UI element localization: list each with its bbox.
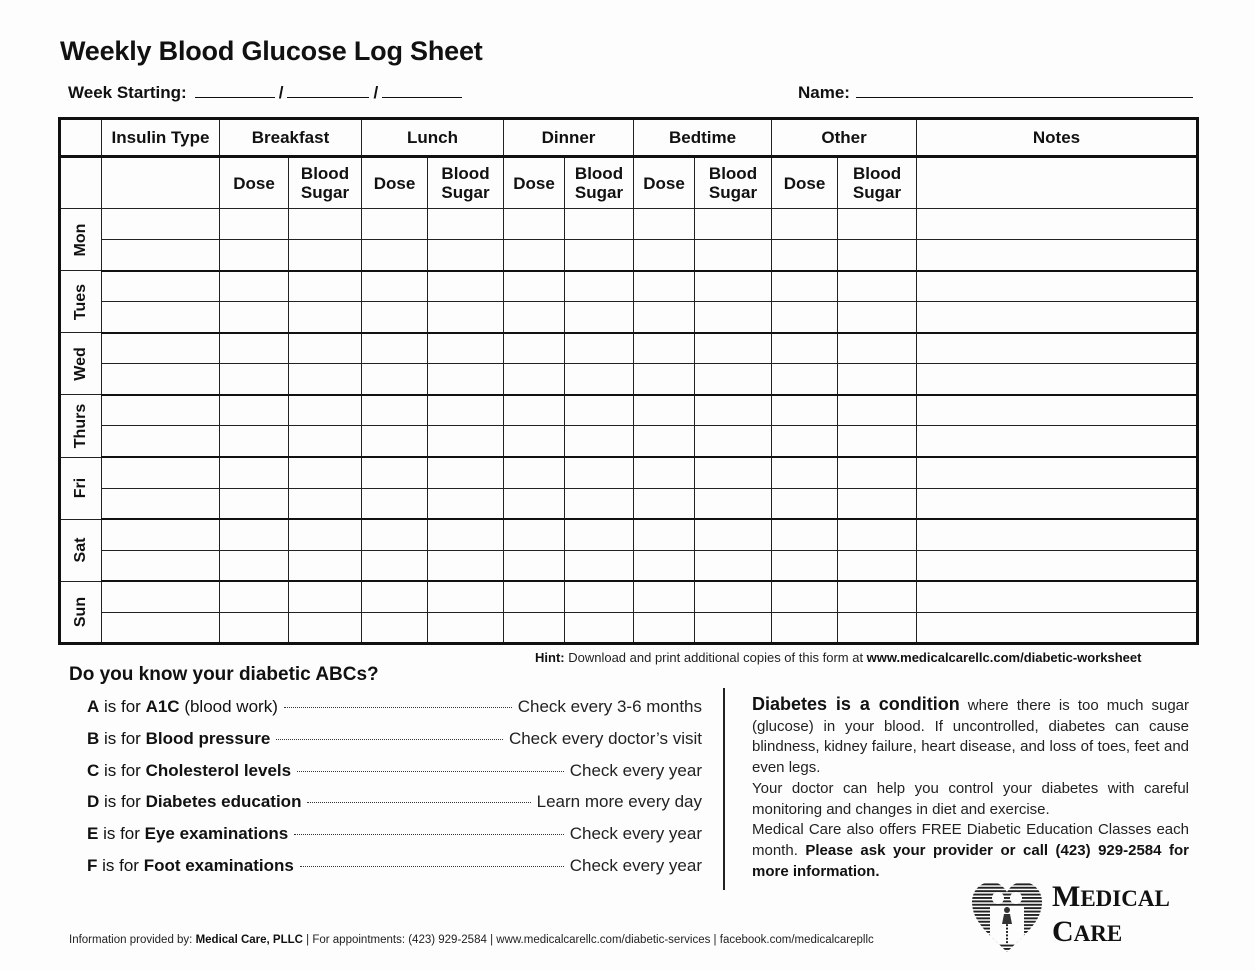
log-cell[interactable] <box>695 209 772 240</box>
log-cell[interactable] <box>772 302 838 333</box>
log-cell[interactable] <box>428 488 504 519</box>
footer-provider: Medical Care, PLLC <box>195 934 303 946</box>
log-cell[interactable] <box>289 209 362 240</box>
log-cell[interactable] <box>362 581 428 612</box>
log-cell[interactable] <box>428 333 504 364</box>
abc-item: C is for Cholesterol levels Check every year <box>87 760 702 780</box>
divider <box>723 688 725 890</box>
log-cell[interactable] <box>504 488 565 519</box>
subcol-other-blood-sugar: Blood Sugar <box>838 157 917 209</box>
log-cell[interactable] <box>772 519 838 550</box>
day-label-wed: Wed <box>60 333 102 395</box>
log-cell[interactable] <box>102 333 220 364</box>
logo-stripe <box>970 900 1044 902</box>
footer: Information provided by: Medical Care, PLLC | For appointments: (423) 929-2584 | www.medicalcarellc.com/diabetic-services | facebook.com/medicalcarepllc <box>69 934 874 946</box>
log-cell[interactable] <box>565 581 634 612</box>
log-cell[interactable] <box>565 302 634 333</box>
log-cell[interactable] <box>772 333 838 364</box>
log-cell[interactable] <box>838 457 917 488</box>
logo-stripe <box>970 951 1044 953</box>
col-lunch: Lunch <box>362 119 504 157</box>
log-cell[interactable] <box>634 550 695 581</box>
log-cell[interactable] <box>772 457 838 488</box>
log-cell[interactable] <box>220 364 289 395</box>
log-cell[interactable] <box>565 271 634 302</box>
log-cell[interactable] <box>289 240 362 271</box>
log-cell[interactable] <box>220 333 289 364</box>
log-cell[interactable] <box>289 302 362 333</box>
log-cell[interactable] <box>565 519 634 550</box>
log-cell[interactable] <box>838 302 917 333</box>
log-cell[interactable] <box>102 395 220 426</box>
log-cell[interactable] <box>102 302 220 333</box>
logo-stripe <box>970 948 1044 950</box>
log-cell[interactable] <box>634 488 695 519</box>
log-cell[interactable] <box>917 302 1198 333</box>
log-cell[interactable] <box>102 209 220 240</box>
log-cell[interactable] <box>428 612 504 643</box>
logo-stripe <box>970 941 1044 943</box>
log-cell[interactable] <box>102 581 220 612</box>
footer-appointments: For appointments: (423) 929-2584 <box>312 934 487 946</box>
log-cell[interactable] <box>695 426 772 457</box>
log-row <box>60 488 1198 519</box>
subcol-other-dose: Dose <box>772 157 838 209</box>
abc-action: Check every doctor’s visit <box>508 728 702 748</box>
log-cell[interactable] <box>504 333 565 364</box>
log-cell[interactable] <box>917 519 1198 550</box>
log-cell[interactable] <box>289 488 362 519</box>
log-cell[interactable] <box>220 426 289 457</box>
week-year-blank[interactable] <box>382 84 462 98</box>
log-cell[interactable] <box>917 271 1198 302</box>
day-label-mon: Mon <box>60 209 102 271</box>
log-cell[interactable] <box>634 240 695 271</box>
log-cell[interactable] <box>362 271 428 302</box>
log-row <box>60 240 1198 271</box>
log-cell[interactable] <box>838 364 917 395</box>
log-cell[interactable] <box>428 364 504 395</box>
log-cell[interactable] <box>634 364 695 395</box>
log-cell[interactable] <box>838 550 917 581</box>
log-cell[interactable] <box>428 240 504 271</box>
log-cell[interactable] <box>504 209 565 240</box>
log-cell[interactable] <box>838 333 917 364</box>
abc-item: B is for Blood pressure Check every doctor’s visit <box>87 728 702 748</box>
page-title: Weekly Blood Glucose Log Sheet <box>60 36 483 66</box>
log-row <box>60 271 1198 302</box>
dotted-leader <box>294 834 563 835</box>
subcol-breakfast-dose: Dose <box>220 157 289 209</box>
log-cell[interactable] <box>362 426 428 457</box>
dotted-leader <box>297 771 564 772</box>
log-cell[interactable] <box>838 271 917 302</box>
col-dinner: Dinner <box>504 119 634 157</box>
logo-stripe <box>970 890 1044 892</box>
log-cell[interactable] <box>917 426 1198 457</box>
logo-stripe <box>970 897 1044 899</box>
condition-call: Please ask your provider or call (423) 929-2584 for more information. <box>752 841 1189 880</box>
log-cell[interactable] <box>634 426 695 457</box>
log-cell[interactable] <box>838 488 917 519</box>
log-cell[interactable] <box>220 302 289 333</box>
log-cell[interactable] <box>565 395 634 426</box>
hint-body: Download and print additional copies of this form at <box>564 650 867 665</box>
log-cell[interactable] <box>102 271 220 302</box>
log-cell[interactable] <box>634 333 695 364</box>
log-cell[interactable] <box>428 426 504 457</box>
log-cell[interactable] <box>917 457 1198 488</box>
log-cell[interactable] <box>220 457 289 488</box>
day-label-tues: Tues <box>60 271 102 333</box>
abc-term: Diabetes education <box>145 792 302 812</box>
dotted-leader <box>307 802 530 803</box>
subcol-bedtime-blood-sugar: Blood Sugar <box>695 157 772 209</box>
log-cell[interactable] <box>362 364 428 395</box>
log-row <box>60 395 1198 426</box>
hint-text <box>535 650 1141 665</box>
medical-care-logo <box>970 880 1170 954</box>
log-cell[interactable] <box>917 581 1198 612</box>
log-cell[interactable] <box>362 612 428 643</box>
log-cell[interactable] <box>772 612 838 643</box>
day-label-thurs: Thurs <box>60 395 102 457</box>
subcol-lunch-blood-sugar: Blood Sugar <box>428 157 504 209</box>
log-cell[interactable] <box>102 457 220 488</box>
log-cell[interactable] <box>772 581 838 612</box>
log-cell[interactable] <box>362 240 428 271</box>
log-cell[interactable] <box>289 457 362 488</box>
log-row <box>60 581 1198 612</box>
log-cell[interactable] <box>695 395 772 426</box>
heart-family-icon <box>970 880 1044 954</box>
log-cell[interactable] <box>565 364 634 395</box>
log-cell[interactable] <box>565 333 634 364</box>
condition-p1: where there is too much sugar (glucose) in your blood. If uncontrolled, diabetes can cause blindness, kidney failure, heart disease, and loss of toes, feet and even legs. <box>752 697 1189 777</box>
log-cell[interactable] <box>102 488 220 519</box>
log-row <box>60 519 1198 550</box>
log-cell[interactable] <box>838 612 917 643</box>
abc-term: Cholesterol levels <box>145 760 292 780</box>
log-row <box>60 457 1198 488</box>
hint-label: Hint: <box>535 650 565 665</box>
abcs-list <box>87 697 702 888</box>
insulin-sub-cell <box>102 157 220 209</box>
logo-stripe <box>970 887 1044 889</box>
corner-cell <box>60 157 102 209</box>
log-cell[interactable] <box>362 209 428 240</box>
log-cell[interactable] <box>772 488 838 519</box>
abc-letter: B <box>87 728 100 748</box>
log-cell[interactable] <box>362 302 428 333</box>
log-cell[interactable] <box>220 550 289 581</box>
log-cell[interactable] <box>428 271 504 302</box>
abc-action: Check every year <box>569 824 702 844</box>
dotted-leader <box>284 707 512 708</box>
notes-sub-cell <box>917 157 1198 209</box>
name-field <box>798 83 1197 103</box>
footer-facebook-link[interactable]: facebook.com/medicalcarepllc <box>719 934 874 946</box>
log-cell[interactable] <box>634 457 695 488</box>
logo-stripe <box>970 924 1044 926</box>
abc-letter: F <box>87 855 98 875</box>
col-notes: Notes <box>917 119 1198 157</box>
abc-action: Check every 3-6 months <box>517 697 702 716</box>
log-cell[interactable] <box>695 519 772 550</box>
abc-item: E is for Eye examinations Check every year <box>87 824 702 844</box>
col-breakfast: Breakfast <box>220 119 362 157</box>
condition-lead: Diabetes is a condition <box>752 694 960 714</box>
log-cell[interactable] <box>220 271 289 302</box>
log-cell[interactable] <box>504 519 565 550</box>
log-cell[interactable] <box>634 271 695 302</box>
log-cell[interactable] <box>772 426 838 457</box>
logo-stripe <box>970 938 1044 940</box>
logo-stripe <box>970 928 1044 930</box>
abc-letter: C <box>87 760 100 780</box>
log-cell[interactable] <box>565 209 634 240</box>
col-bedtime: Bedtime <box>634 119 772 157</box>
abc-action: Check every year <box>569 855 702 875</box>
log-cell[interactable] <box>838 395 917 426</box>
name-label: Name: <box>798 83 850 102</box>
abc-action: Check every year <box>569 760 702 780</box>
log-cell[interactable] <box>362 519 428 550</box>
log-row <box>60 426 1198 457</box>
logo-stripe <box>970 945 1044 947</box>
logo-stripe <box>970 880 1044 882</box>
log-cell[interactable] <box>634 395 695 426</box>
log-cell[interactable] <box>504 581 565 612</box>
abc-letter: A <box>87 697 100 716</box>
abc-term: Foot examinations <box>143 855 294 875</box>
subcol-bedtime-dose: Dose <box>634 157 695 209</box>
abc-action: Learn more every day <box>536 792 702 812</box>
log-cell[interactable] <box>772 395 838 426</box>
log-cell[interactable] <box>362 550 428 581</box>
condition-p2: Your doctor can help you control your diabetes with careful monitoring and changes in diet and exercise. <box>752 779 1189 818</box>
log-cell[interactable] <box>289 364 362 395</box>
footer-services-link[interactable]: www.medicalcarellc.com/diabetic-services <box>496 934 711 946</box>
abc-item: A is for A1C (blood work) Check every 3-6 months <box>87 697 702 716</box>
log-cell[interactable] <box>695 333 772 364</box>
log-cell[interactable] <box>917 550 1198 581</box>
log-cell[interactable] <box>504 550 565 581</box>
subheader-row <box>60 157 1198 209</box>
subcol-dinner-dose: Dose <box>504 157 565 209</box>
dotted-leader <box>276 739 503 740</box>
log-cell[interactable] <box>634 519 695 550</box>
log-cell[interactable] <box>289 612 362 643</box>
log-row <box>60 209 1198 240</box>
log-cell[interactable] <box>289 581 362 612</box>
log-cell[interactable] <box>289 395 362 426</box>
log-cell[interactable] <box>289 271 362 302</box>
abc-term: Eye examinations <box>144 824 289 844</box>
log-cell[interactable] <box>504 612 565 643</box>
abc-item: F is for Foot examinations Check every year <box>87 855 702 875</box>
log-row <box>60 364 1198 395</box>
log-cell[interactable] <box>838 426 917 457</box>
log-cell[interactable] <box>772 550 838 581</box>
log-cell[interactable] <box>634 302 695 333</box>
log-cell[interactable] <box>504 240 565 271</box>
log-cell[interactable] <box>565 612 634 643</box>
log-cell[interactable] <box>220 612 289 643</box>
hint-url-link[interactable]: www.medicalcarellc.com/diabetic-worksheet <box>866 650 1142 665</box>
log-cell[interactable] <box>289 333 362 364</box>
log-cell[interactable] <box>428 581 504 612</box>
log-cell[interactable] <box>220 581 289 612</box>
abc-term: A1C <box>145 697 180 716</box>
log-row <box>60 302 1198 333</box>
log-cell[interactable] <box>102 519 220 550</box>
log-cell[interactable] <box>102 550 220 581</box>
log-cell[interactable] <box>695 457 772 488</box>
subcol-dinner-blood-sugar: Blood Sugar <box>565 157 634 209</box>
log-cell[interactable] <box>504 271 565 302</box>
log-cell[interactable] <box>695 550 772 581</box>
day-label-sat: Sat <box>60 519 102 581</box>
logo-stripe <box>970 883 1044 885</box>
log-cell[interactable] <box>838 240 917 271</box>
log-cell[interactable] <box>917 333 1198 364</box>
log-cell[interactable] <box>565 457 634 488</box>
glucose-log-table <box>58 117 1199 645</box>
col-other: Other <box>772 119 917 157</box>
day-label-sun: Sun <box>60 581 102 643</box>
log-cell[interactable] <box>772 271 838 302</box>
log-cell[interactable] <box>362 457 428 488</box>
log-cell[interactable] <box>362 395 428 426</box>
log-cell[interactable] <box>838 519 917 550</box>
log-cell[interactable] <box>565 488 634 519</box>
log-cell[interactable] <box>695 612 772 643</box>
log-cell[interactable] <box>504 395 565 426</box>
log-cell[interactable] <box>220 240 289 271</box>
log-cell[interactable] <box>428 395 504 426</box>
log-cell[interactable] <box>772 364 838 395</box>
logo-stripe <box>970 894 1044 896</box>
dotted-leader <box>300 866 564 867</box>
log-row <box>60 333 1198 364</box>
log-cell[interactable] <box>428 209 504 240</box>
log-cell[interactable] <box>102 612 220 643</box>
logo-stripe <box>970 931 1044 933</box>
corner-cell <box>60 119 102 157</box>
log-cell[interactable] <box>565 550 634 581</box>
log-cell[interactable] <box>504 457 565 488</box>
day-label-fri: Fri <box>60 457 102 519</box>
log-cell[interactable] <box>838 209 917 240</box>
condition-p3: Medical Care also offers FREE Diabetic Education Classes each month. <box>752 821 1189 859</box>
log-cell[interactable] <box>428 550 504 581</box>
log-cell[interactable] <box>917 395 1198 426</box>
logo-wordmark: MEDICAL CARE <box>1052 880 1170 948</box>
log-cell[interactable] <box>220 209 289 240</box>
abc-term: Blood pressure <box>145 728 271 748</box>
log-cell[interactable] <box>634 581 695 612</box>
log-cell[interactable] <box>362 333 428 364</box>
log-cell[interactable] <box>917 240 1198 271</box>
log-cell[interactable] <box>220 519 289 550</box>
log-cell[interactable] <box>504 426 565 457</box>
log-cell[interactable] <box>695 364 772 395</box>
log-cell[interactable] <box>634 209 695 240</box>
log-cell[interactable] <box>362 488 428 519</box>
condition-info <box>752 694 1189 882</box>
week-starting-label: Week Starting: <box>68 83 187 102</box>
log-cell[interactable] <box>772 209 838 240</box>
log-cell[interactable] <box>695 581 772 612</box>
log-cell[interactable] <box>220 395 289 426</box>
log-cell[interactable] <box>695 488 772 519</box>
abc-letter: E <box>87 824 99 844</box>
abc-item: D is for Diabetes education Learn more every day <box>87 792 702 812</box>
week-day-blank[interactable] <box>287 84 369 98</box>
log-cell[interactable] <box>428 519 504 550</box>
log-cell[interactable] <box>428 457 504 488</box>
subcol-breakfast-blood-sugar: Blood Sugar <box>289 157 362 209</box>
log-cell[interactable] <box>634 612 695 643</box>
log-cell[interactable] <box>917 488 1198 519</box>
log-cell[interactable] <box>695 302 772 333</box>
logo-stripe <box>970 934 1044 936</box>
log-row <box>60 612 1198 643</box>
log-cell[interactable] <box>565 240 634 271</box>
log-cell[interactable] <box>289 426 362 457</box>
col-insulin-type: Insulin Type <box>102 119 220 157</box>
log-cell[interactable] <box>917 364 1198 395</box>
log-row <box>60 550 1198 581</box>
log-cell[interactable] <box>102 240 220 271</box>
log-cell[interactable] <box>102 426 220 457</box>
log-cell[interactable] <box>220 488 289 519</box>
log-cell[interactable] <box>917 612 1198 643</box>
log-cell[interactable] <box>428 302 504 333</box>
abcs-title: Do you know your diabetic ABCs? <box>69 664 379 685</box>
week-starting-field <box>68 83 466 103</box>
date-separator: / <box>278 83 284 102</box>
log-cell[interactable] <box>102 364 220 395</box>
header-row <box>60 119 1198 157</box>
log-cell[interactable] <box>695 271 772 302</box>
log-cell[interactable] <box>565 426 634 457</box>
logo-stripe <box>970 904 1044 906</box>
log-cell[interactable] <box>917 209 1198 240</box>
week-month-blank[interactable] <box>195 84 275 98</box>
subcol-lunch-dose: Dose <box>362 157 428 209</box>
log-cell[interactable] <box>772 240 838 271</box>
name-blank[interactable] <box>856 84 1193 98</box>
log-cell[interactable] <box>504 364 565 395</box>
log-cell[interactable] <box>289 550 362 581</box>
abc-letter: D <box>87 792 100 812</box>
date-separator: / <box>373 83 379 102</box>
log-cell[interactable] <box>838 581 917 612</box>
log-cell[interactable] <box>695 240 772 271</box>
log-cell[interactable] <box>504 302 565 333</box>
log-cell[interactable] <box>289 519 362 550</box>
